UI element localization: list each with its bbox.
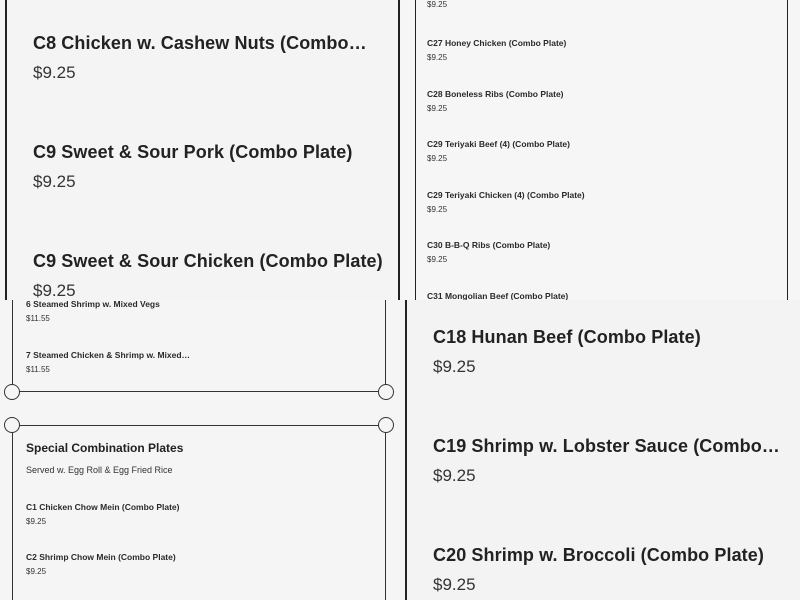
item-price: $11.55 [26, 314, 50, 323]
item-name: C28 Boneless Ribs (Combo Plate) [427, 89, 564, 99]
menu-item-7-steamed-chicken-shrimp[interactable] [26, 350, 190, 374]
menu-item-c8-chicken-cashew[interactable] [33, 33, 367, 83]
menu-item-c9-sweet-sour-chicken[interactable] [33, 251, 383, 300]
item-name: C31 Mongolian Beef (Combo Plate) [427, 291, 569, 300]
menu-panel-bottom-left [0, 300, 400, 600]
item-price: $9.25 [427, 53, 448, 62]
item-price: $9.25 [427, 0, 448, 9]
menu-item-c27-honey-chicken[interactable] [427, 38, 566, 62]
item-name: 7 Steamed Chicken & Shrimp w. Mixed… [26, 350, 191, 360]
item-price: $9.25 [26, 517, 47, 526]
menu-item-c1-chicken-chow-mein[interactable] [26, 502, 180, 526]
item-name: C20 Shrimp w. Broccoli (Combo Plate) [433, 545, 764, 565]
menu-item-c29-teriyaki-chicken[interactable] [427, 190, 585, 214]
item-name: C9 Sweet & Sour Pork (Combo Plate) [33, 142, 353, 162]
item-price: $9.25 [433, 575, 476, 594]
card-corner-notch [378, 417, 394, 433]
menu-item-c30-bbq-ribs[interactable] [427, 240, 550, 264]
panel-border-left [405, 300, 407, 600]
menu-item-c9-sweet-sour-pork[interactable] [33, 142, 352, 192]
menu-item-c20-shrimp-broccoli[interactable] [433, 545, 764, 595]
item-name: 6 Steamed Shrimp w. Mixed Vegs [26, 300, 160, 309]
item-price: $9.25 [427, 104, 448, 113]
menu-item-6-steamed-shrimp[interactable] [26, 300, 160, 323]
card-corner-notch [4, 384, 20, 400]
item-name: C2 Shrimp Chow Mein (Combo Plate) [26, 552, 176, 562]
panel-border-left [415, 0, 416, 300]
item-price: $9.25 [427, 205, 448, 214]
item-name: C9 Sweet & Sour Chicken (Combo Plate) [33, 251, 383, 271]
item-price: $11.55 [26, 365, 50, 374]
section-subtitle: Served w. Egg Roll & Egg Fried Rice [26, 465, 173, 475]
item-name: C30 B-B-Q Ribs (Combo Plate) [427, 240, 551, 250]
menu-item-c31-mongolian-beef[interactable] [427, 291, 568, 300]
menu-item-c19-shrimp-lobster-sauce[interactable] [433, 436, 780, 486]
item-price: $9.25 [26, 567, 47, 576]
item-price: $9.25 [33, 63, 76, 82]
item-name: C19 Shrimp w. Lobster Sauce (Combo… [433, 436, 780, 456]
item-name: C1 Chicken Chow Mein (Combo Plate) [26, 502, 180, 512]
item-price: $9.25 [433, 466, 476, 485]
menu-item-c29-teriyaki-beef[interactable] [427, 139, 570, 163]
card-corner-notch [4, 417, 20, 433]
menu-panel-bottom-right [400, 300, 800, 600]
item-name: C8 Chicken w. Cashew Nuts (Combo… [33, 33, 367, 53]
panel-border-right [787, 0, 788, 300]
menu-panel-top-right [400, 0, 800, 300]
card-corner-notch [378, 384, 394, 400]
item-price: $9.25 [427, 154, 448, 163]
item-name: C27 Honey Chicken (Combo Plate) [427, 38, 567, 48]
item-name: C18 Hunan Beef (Combo Plate) [433, 327, 701, 347]
panel-border-left [5, 0, 7, 300]
item-price: $9.25 [427, 255, 448, 264]
section-title: Special Combination Plates [26, 441, 184, 455]
item-name: C29 Teriyaki Beef (4) (Combo Plate) [427, 139, 570, 149]
item-price: $9.25 [433, 357, 476, 376]
menu-item-c2-shrimp-chow-mein[interactable] [26, 552, 176, 576]
item-price: $9.25 [33, 172, 76, 191]
menu-item-c28-boneless-ribs[interactable] [427, 89, 564, 113]
item-price: $9.25 [33, 281, 76, 300]
menu-panel-top-left [0, 0, 400, 300]
item-name: C29 Teriyaki Chicken (4) (Combo Plate) [427, 190, 585, 200]
menu-item-c18-hunan-beef[interactable] [433, 327, 701, 377]
